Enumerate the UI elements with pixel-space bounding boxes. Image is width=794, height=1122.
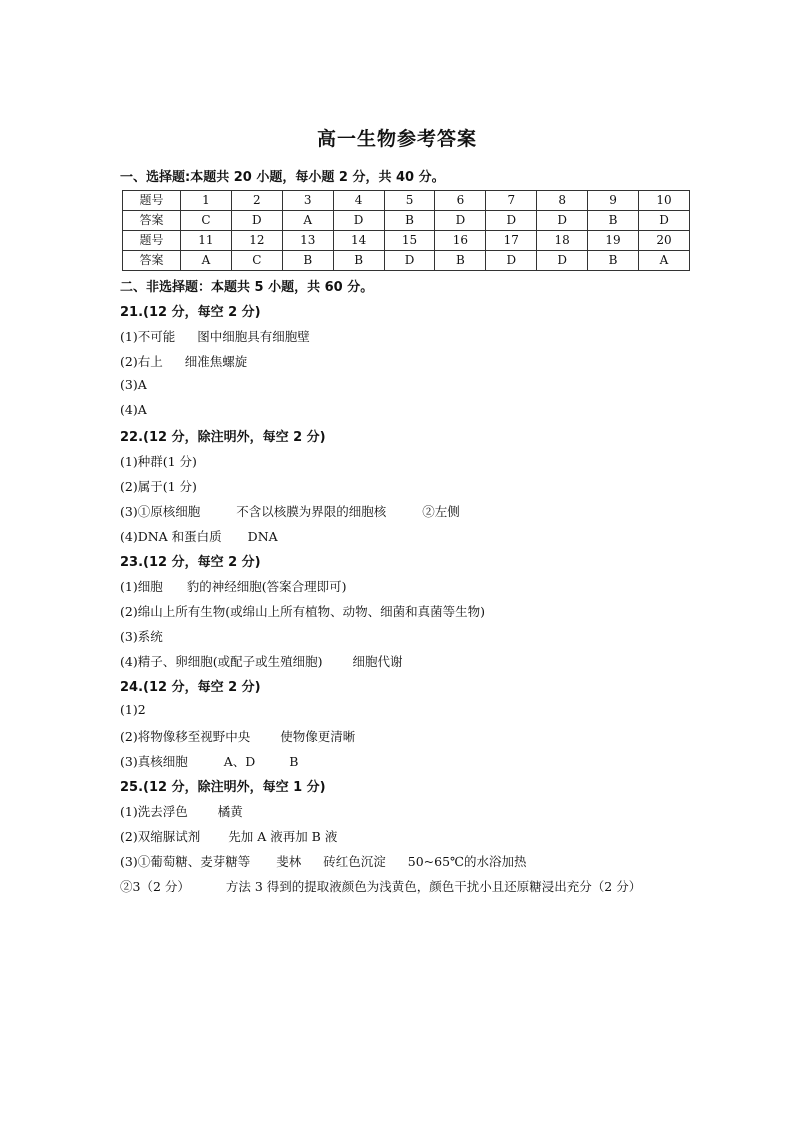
- answer-cell: D: [486, 251, 537, 271]
- question-number: 10: [639, 191, 690, 211]
- answer-text: (2)双缩脲试剂: [120, 829, 201, 844]
- answer-cell: C: [181, 211, 232, 231]
- question-number: 6: [435, 191, 486, 211]
- answer-cell: D: [435, 211, 486, 231]
- question-number: 13: [282, 231, 333, 251]
- answer-text: A、D: [223, 754, 256, 769]
- question-number: 5: [384, 191, 435, 211]
- answer-cell: C: [231, 251, 282, 271]
- answer-line: [120, 727, 355, 745]
- answer-cell: B: [588, 211, 639, 231]
- answer-line: [120, 502, 460, 520]
- table-row: [123, 211, 690, 231]
- question-number: 12: [231, 231, 282, 251]
- answer-cell: B: [333, 251, 384, 271]
- table-row: [123, 251, 690, 271]
- answer-text: (2)右上: [120, 354, 163, 369]
- answer-cell: D: [384, 251, 435, 271]
- answer-line: [120, 877, 641, 895]
- answer-line: (2)属于(1 分): [120, 479, 197, 494]
- answer-cell: A: [181, 251, 232, 271]
- row-label: 题号: [123, 231, 181, 251]
- answer-text: (1)不可能: [120, 329, 176, 344]
- answer-text: (2)将物像移至视野中央: [120, 729, 251, 744]
- answer-cell: B: [384, 211, 435, 231]
- answer-text: 细胞代谢: [352, 654, 403, 669]
- question-number: 7: [486, 191, 537, 211]
- answer-cell: D: [231, 211, 282, 231]
- answer-text: (3)①原核细胞: [120, 504, 201, 519]
- answer-text: 斐林: [276, 854, 302, 869]
- question-number: 8: [537, 191, 588, 211]
- question-number: 19: [588, 231, 639, 251]
- question-number: 1: [181, 191, 232, 211]
- question-number: 4: [333, 191, 384, 211]
- answer-text: 细准焦螺旋: [184, 354, 248, 369]
- answer-text: 先加 A 液再加 B 液: [228, 829, 338, 844]
- answer-cell: D: [486, 211, 537, 231]
- answer-text: 豹的神经细胞(答案合理即可): [186, 579, 347, 594]
- answer-line: [120, 852, 527, 870]
- answer-text: (3)①葡萄糖、麦芽糖等: [120, 854, 251, 869]
- table-row: [123, 191, 690, 211]
- question-number: 9: [588, 191, 639, 211]
- question-25-heading: 25.(12 分，除注明外，每空 1 分): [120, 780, 326, 795]
- question-number: 17: [486, 231, 537, 251]
- answer-text: ②3（2 分）: [120, 879, 190, 894]
- answer-text: B: [289, 754, 299, 769]
- question-21-heading: 21.(12 分，每空 2 分): [120, 305, 261, 320]
- answer-line: [120, 652, 402, 670]
- choice-answer-table: [122, 190, 690, 271]
- answer-cell: A: [282, 211, 333, 231]
- answer-line: [120, 827, 337, 845]
- answer-cell: D: [537, 251, 588, 271]
- answer-text: 橘黄: [217, 804, 243, 819]
- answer-cell: D: [639, 211, 690, 231]
- answer-line: (1)2: [120, 702, 146, 717]
- answer-text: 方法 3 得到的提取液颜色为浅黄色，颜色干扰小且还原糖浸出充分（2 分）: [225, 879, 642, 894]
- question-number: 18: [537, 231, 588, 251]
- answer-line: [120, 327, 310, 345]
- table-row: [123, 231, 690, 251]
- question-number: 16: [435, 231, 486, 251]
- answer-cell: A: [639, 251, 690, 271]
- answer-line: (3)系统: [120, 629, 163, 644]
- answer-line: (1)种群(1 分): [120, 454, 197, 469]
- answer-cell: D: [333, 211, 384, 231]
- question-22-heading: 22.(12 分，除注明外，每空 2 分): [120, 430, 326, 445]
- question-number: 3: [282, 191, 333, 211]
- row-label: 答案: [123, 211, 181, 231]
- answer-text: (1)洗去浮色: [120, 804, 188, 819]
- answer-line: (2)绵山上所有生物(或绵山上所有植物、动物、细菌和真菌等生物): [120, 604, 485, 619]
- page-title: 高一生物参考答案: [316, 128, 477, 150]
- answer-line: (3)A: [120, 377, 147, 392]
- answer-line: [120, 577, 346, 595]
- question-number: 14: [333, 231, 384, 251]
- row-label: 答案: [123, 251, 181, 271]
- answer-text: (4)精子、卵细胞(或配子或生殖细胞): [120, 654, 323, 669]
- answer-cell: B: [588, 251, 639, 271]
- answer-line: [120, 802, 243, 820]
- answer-text: 砖红色沉淀: [323, 854, 386, 869]
- answer-text: 图中细胞具有细胞壁: [197, 329, 310, 344]
- row-label: 题号: [123, 191, 181, 211]
- answer-text: 使物像更清晰: [280, 729, 356, 744]
- answer-text: DNA: [247, 529, 278, 544]
- answer-text: (4)DNA 和蛋白质: [120, 529, 222, 544]
- answer-cell: B: [435, 251, 486, 271]
- answer-cell: D: [537, 211, 588, 231]
- answer-line: (4)A: [120, 402, 147, 417]
- answer-line: [120, 752, 298, 770]
- section-heading-nonchoice: 二、非选择题：本题共 5 小题，共 60 分。: [120, 280, 374, 295]
- section-heading-choice: 一、选择题:本题共 20 小题，每小题 2 分，共 40 分。: [120, 170, 445, 185]
- question-number: 11: [181, 231, 232, 251]
- answer-cell: B: [282, 251, 333, 271]
- question-24-heading: 24.(12 分，每空 2 分): [120, 680, 261, 695]
- answer-text: 50~65℃的水浴加热: [407, 854, 527, 869]
- question-number: 15: [384, 231, 435, 251]
- answer-text: (3)真核细胞: [120, 754, 188, 769]
- answer-text: ②左侧: [422, 504, 460, 519]
- question-number: 20: [639, 231, 690, 251]
- question-23-heading: 23.(12 分，每空 2 分): [120, 555, 261, 570]
- answer-text: (1)细胞: [120, 579, 163, 594]
- answer-text: 不含以核膜为界限的细胞核: [236, 504, 387, 519]
- answer-line: [120, 527, 278, 545]
- question-number: 2: [231, 191, 282, 211]
- answer-line: [120, 352, 247, 370]
